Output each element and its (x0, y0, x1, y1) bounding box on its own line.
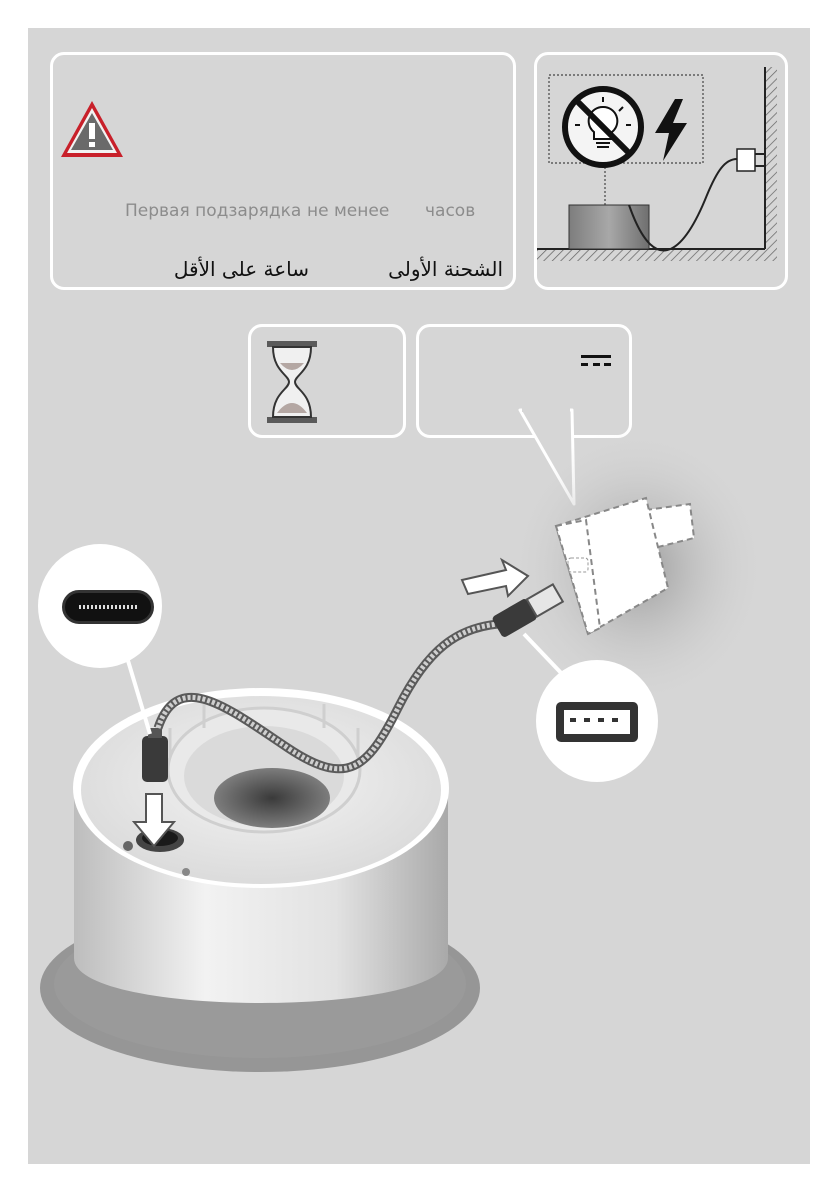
russian-word-first-charge: Первая подзарядка (125, 201, 302, 221)
russian-word-hours: часов (425, 201, 476, 221)
arabic-word-hours-at-least: ساعة على الأقل (173, 257, 309, 281)
usb-a-port-callout (536, 660, 658, 782)
usb-c-port-callout (38, 544, 162, 668)
instruction-page (28, 28, 810, 1164)
russian-word-not-less: не менее (307, 201, 390, 221)
usb-a-port-icon (556, 702, 638, 742)
arabic-word-first-charge: الشحنة الأولى (388, 257, 503, 281)
usb-c-port-icon (62, 590, 154, 624)
